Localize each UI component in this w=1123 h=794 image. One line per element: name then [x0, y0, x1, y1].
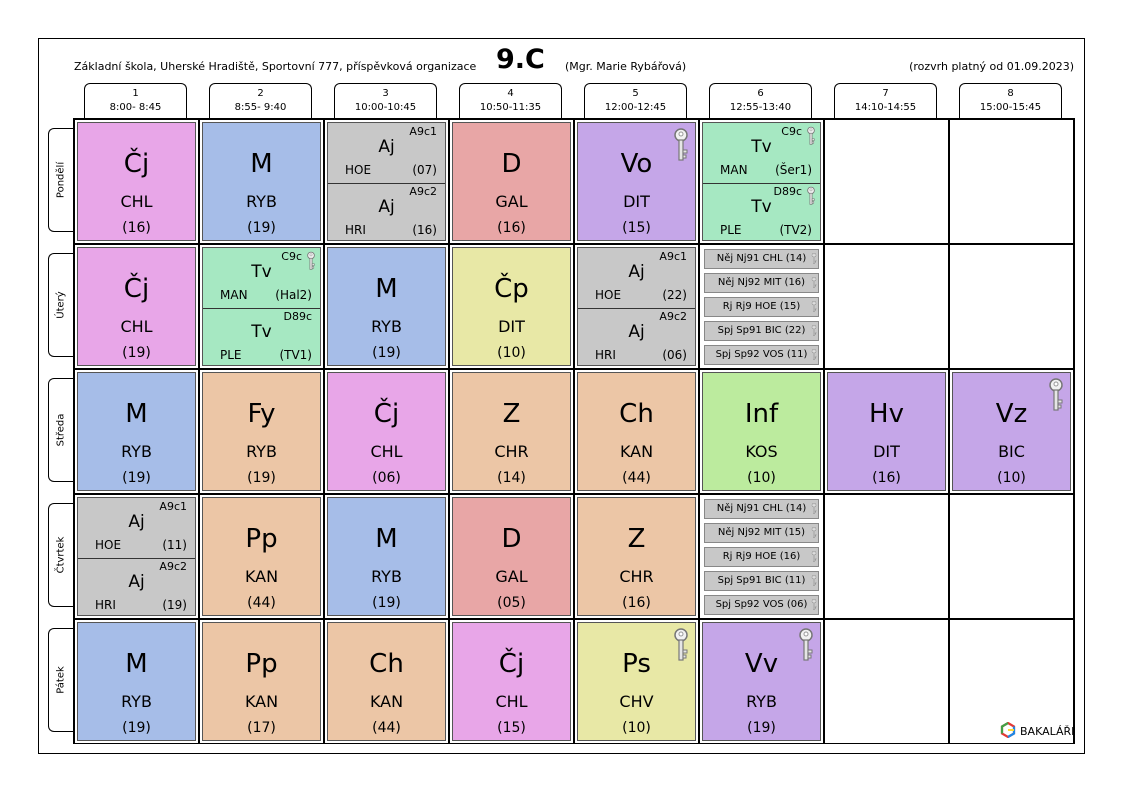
- lesson-room: (17): [247, 720, 276, 736]
- timetable-cell[interactable]: [324, 244, 449, 369]
- group-lesson[interactable]: [203, 308, 320, 368]
- lesson-card[interactable]: [202, 247, 321, 366]
- language-group-label: Rj Rj9 HOE (16): [722, 551, 801, 562]
- timetable-cell[interactable]: [699, 119, 824, 244]
- lesson-card[interactable]: [77, 122, 196, 241]
- lesson-card[interactable]: [77, 372, 196, 491]
- key-icon: [811, 275, 817, 290]
- lesson-subject: Aj: [628, 322, 645, 342]
- lesson-card[interactable]: [202, 622, 321, 741]
- language-group-label: Něj Nj92 MIT (16): [717, 277, 806, 288]
- lesson-subject: Tv: [251, 322, 272, 342]
- timetable-cell: [949, 119, 1074, 244]
- lesson-subject: M: [125, 399, 148, 429]
- lesson-card[interactable]: [577, 622, 696, 741]
- timetable-cell[interactable]: [324, 494, 449, 619]
- timetable-cell: [824, 494, 949, 619]
- lesson-subject: Čj: [498, 649, 525, 679]
- key-icon: [1047, 378, 1065, 412]
- lesson-subject: Inf: [744, 399, 779, 429]
- lesson-card[interactable]: [577, 372, 696, 491]
- lesson-subject: Čj: [123, 274, 150, 304]
- lesson-subject: Ps: [622, 649, 651, 679]
- period-header: [959, 83, 1062, 118]
- language-group-label: Něj Nj91 CHL (14): [716, 253, 807, 264]
- group-name: A9c2: [159, 560, 187, 573]
- lesson-card[interactable]: [452, 372, 571, 491]
- key-icon: [811, 347, 817, 362]
- period-header: [834, 83, 937, 118]
- day-header: [48, 253, 73, 357]
- timetable-cell[interactable]: [949, 369, 1074, 494]
- lesson-subject: M: [375, 524, 398, 554]
- lesson-room: (06): [372, 470, 401, 486]
- lesson-room: (14): [497, 470, 526, 486]
- timetable-cell[interactable]: [449, 244, 574, 369]
- lesson-teacher: RYB: [121, 692, 152, 711]
- timetable-cell[interactable]: [74, 369, 199, 494]
- lesson-room: (19): [162, 598, 187, 612]
- lesson-room: (19): [122, 345, 151, 361]
- lesson-card[interactable]: [577, 122, 696, 241]
- key-icon: [811, 501, 817, 516]
- lesson-teacher: RYB: [371, 317, 402, 336]
- lesson-room: (19): [247, 470, 276, 486]
- group-name: A9c2: [659, 310, 687, 323]
- lesson-card[interactable]: [577, 247, 696, 366]
- lesson-room: (TV2): [779, 223, 812, 237]
- key-icon: [811, 525, 817, 540]
- group-divider: [78, 558, 195, 559]
- group-name: A9c1: [409, 125, 437, 138]
- lesson-subject: Ch: [619, 399, 654, 429]
- timetable-cell[interactable]: [574, 619, 699, 744]
- language-group-label: Spj Sp91 BIC (22): [717, 325, 806, 336]
- language-group-item[interactable]: [704, 345, 819, 365]
- key-icon: [811, 549, 817, 564]
- timetable-cell: [824, 619, 949, 744]
- lesson-card[interactable]: [702, 372, 821, 491]
- timetable-cell[interactable]: [74, 119, 199, 244]
- lesson-subject: M: [125, 649, 148, 679]
- group-divider: [328, 183, 445, 184]
- lesson-room: (19): [247, 220, 276, 236]
- lesson-room: (11): [162, 538, 187, 552]
- timetable-cell[interactable]: [199, 494, 324, 619]
- lesson-subject: Aj: [378, 197, 395, 217]
- lesson-room: (10): [622, 720, 651, 736]
- period-header: [584, 83, 687, 118]
- lesson-room: (22): [662, 288, 687, 302]
- lesson-teacher: CHL: [495, 692, 528, 711]
- period-number: 3: [382, 88, 389, 99]
- lesson-card[interactable]: [202, 497, 321, 616]
- class-title: 9.C: [496, 44, 545, 75]
- lesson-room: (44): [372, 720, 401, 736]
- lesson-teacher: KOS: [745, 442, 778, 461]
- lesson-teacher: HRI: [595, 348, 616, 362]
- period-header: [709, 83, 812, 118]
- lesson-room: (19): [372, 595, 401, 611]
- day-label: Pátek: [55, 666, 67, 694]
- lesson-card[interactable]: [702, 122, 821, 241]
- language-group-item[interactable]: [704, 273, 819, 293]
- lesson-room: (15): [497, 720, 526, 736]
- lesson-subject: M: [375, 274, 398, 304]
- period-header: [209, 83, 312, 118]
- period-header: [84, 83, 187, 118]
- lesson-card[interactable]: [452, 122, 571, 241]
- lesson-subject: D: [501, 524, 522, 554]
- lesson-teacher: RYB: [371, 567, 402, 586]
- lesson-subject: Ch: [369, 649, 404, 679]
- timetable-cell[interactable]: [324, 119, 449, 244]
- lesson-subject: D: [501, 149, 522, 179]
- lesson-card[interactable]: [327, 497, 446, 616]
- lesson-teacher: RYB: [246, 442, 277, 461]
- lesson-card[interactable]: [452, 497, 571, 616]
- period-number: 1: [132, 88, 139, 99]
- lesson-card[interactable]: [702, 247, 821, 366]
- key-icon: [811, 299, 817, 314]
- timetable-grid: [73, 118, 1075, 744]
- lesson-subject: Aj: [628, 262, 645, 282]
- lesson-teacher: PLE: [220, 348, 242, 362]
- group-name: D89c: [773, 185, 802, 198]
- lesson-card[interactable]: [577, 497, 696, 616]
- period-header: [334, 83, 437, 118]
- lesson-room: (15): [622, 220, 651, 236]
- key-icon: [672, 628, 690, 662]
- key-icon: [672, 128, 690, 162]
- lesson-subject: Tv: [751, 197, 772, 217]
- lesson-teacher: HRI: [345, 223, 366, 237]
- timetable-cell[interactable]: [324, 369, 449, 494]
- bakalari-logo-icon: [1000, 722, 1016, 738]
- period-time: 12:00-12:45: [604, 102, 667, 113]
- lesson-teacher: CHL: [120, 192, 153, 211]
- period-number: 4: [507, 88, 514, 99]
- lesson-subject: Fy: [247, 399, 276, 429]
- timetable-cell: [824, 244, 949, 369]
- key-icon: [811, 597, 817, 612]
- period-time: 14:10-14:55: [854, 102, 917, 113]
- key-icon: [811, 573, 817, 588]
- lesson-teacher: CHR: [619, 567, 654, 586]
- period-time: 12:55-13:40: [729, 102, 792, 113]
- timetable-cell[interactable]: [199, 119, 324, 244]
- language-group-item[interactable]: [704, 249, 819, 269]
- timetable-cell[interactable]: [199, 619, 324, 744]
- lesson-card[interactable]: [77, 497, 196, 616]
- group-lesson[interactable]: [78, 498, 195, 558]
- key-icon: [811, 323, 817, 338]
- lesson-subject: Tv: [251, 262, 272, 282]
- lesson-card[interactable]: [702, 622, 821, 741]
- lesson-teacher: CHR: [494, 442, 529, 461]
- lesson-room: (16): [122, 220, 151, 236]
- lesson-subject: Z: [502, 399, 521, 429]
- lesson-subject: Čj: [123, 149, 150, 179]
- lesson-subject: Pp: [245, 524, 278, 554]
- language-group-item[interactable]: [704, 523, 819, 543]
- lesson-teacher: CHV: [619, 692, 654, 711]
- lesson-room: (16): [497, 220, 526, 236]
- lesson-card[interactable]: [327, 372, 446, 491]
- lesson-card[interactable]: [452, 622, 571, 741]
- language-group-item[interactable]: [704, 547, 819, 567]
- lesson-teacher: RYB: [746, 692, 777, 711]
- timetable-cell[interactable]: [449, 369, 574, 494]
- group-divider: [203, 308, 320, 309]
- key-icon: [811, 251, 817, 266]
- lesson-room: (10): [747, 470, 776, 486]
- day-header: [48, 503, 73, 607]
- period-header: [459, 83, 562, 118]
- lesson-card[interactable]: [327, 622, 446, 741]
- lesson-subject: Pp: [245, 649, 278, 679]
- group-name: A9c2: [409, 185, 437, 198]
- period-time: 8:00- 8:45: [109, 102, 162, 113]
- timetable-cell[interactable]: [699, 619, 824, 744]
- timetable-cell[interactable]: [74, 244, 199, 369]
- lesson-teacher: GAL: [495, 567, 528, 586]
- timetable-cell[interactable]: [699, 369, 824, 494]
- period-number: 8: [1007, 88, 1014, 99]
- language-group-item[interactable]: [704, 595, 819, 615]
- timetable-cell[interactable]: [574, 119, 699, 244]
- lesson-teacher: DIT: [623, 192, 650, 211]
- brand-name: BAKALÁŘI: [1020, 725, 1075, 738]
- lesson-room: (TV1): [279, 348, 312, 362]
- lesson-card[interactable]: [327, 122, 446, 241]
- timetable-cell: [824, 119, 949, 244]
- lesson-room: (Šer1): [775, 163, 812, 177]
- lesson-teacher: HRI: [95, 598, 116, 612]
- timetable-cell[interactable]: [74, 494, 199, 619]
- group-name: C9c: [781, 125, 802, 138]
- lesson-teacher: KAN: [369, 692, 404, 711]
- day-header: [48, 378, 73, 482]
- lesson-subject: M: [250, 149, 273, 179]
- group-lesson[interactable]: [703, 123, 820, 183]
- language-group-label: Něj Nj91 CHL (14): [716, 503, 807, 514]
- timetable-cell[interactable]: [699, 244, 824, 369]
- lesson-room: (16): [622, 595, 651, 611]
- lesson-teacher: HOE: [95, 538, 122, 552]
- group-divider: [578, 308, 695, 309]
- day-label: Středa: [55, 413, 67, 447]
- timetable-cell[interactable]: [74, 619, 199, 744]
- lesson-teacher: PLE: [720, 223, 742, 237]
- timetable-cell[interactable]: [699, 494, 824, 619]
- lesson-teacher: KAN: [244, 567, 279, 586]
- lesson-room: (07): [412, 163, 437, 177]
- lesson-card[interactable]: [77, 247, 196, 366]
- lesson-teacher: RYB: [121, 442, 152, 461]
- lesson-card[interactable]: [77, 622, 196, 741]
- lesson-teacher: MAN: [220, 288, 248, 302]
- lesson-card[interactable]: [702, 497, 821, 616]
- lesson-teacher: GAL: [495, 192, 528, 211]
- group-lesson[interactable]: [578, 248, 695, 308]
- lesson-room: (10): [497, 345, 526, 361]
- lesson-room: (16): [412, 223, 437, 237]
- lesson-room: (19): [122, 720, 151, 736]
- period-number: 6: [757, 88, 764, 99]
- group-name: D89c: [283, 310, 312, 323]
- group-lesson[interactable]: [578, 308, 695, 368]
- lesson-room: (10): [997, 470, 1026, 486]
- timetable-cell: [949, 494, 1074, 619]
- lesson-teacher: CHL: [370, 442, 403, 461]
- lesson-teacher: HOE: [595, 288, 622, 302]
- language-group-label: Spj Sp92 VOS (11): [715, 349, 808, 360]
- lesson-teacher: RYB: [246, 192, 277, 211]
- language-group-label: Spj Sp91 BIC (11): [717, 575, 806, 586]
- group-name: A9c1: [159, 500, 187, 513]
- timetable-cell[interactable]: [574, 494, 699, 619]
- timetable-cell[interactable]: [324, 619, 449, 744]
- language-group-label: Rj Rj9 HOE (15): [722, 301, 801, 312]
- lesson-card[interactable]: [202, 122, 321, 241]
- lesson-room: (44): [247, 595, 276, 611]
- language-group-item[interactable]: [704, 321, 819, 341]
- lesson-card[interactable]: [452, 247, 571, 366]
- period-time: 15:00-15:45: [979, 102, 1042, 113]
- timetable-cell[interactable]: [574, 244, 699, 369]
- lesson-room: (19): [372, 345, 401, 361]
- timetable-cell[interactable]: [574, 369, 699, 494]
- language-group-item[interactable]: [704, 499, 819, 519]
- key-icon: [797, 628, 815, 662]
- period-number: 7: [882, 88, 889, 99]
- lesson-room: (16): [872, 470, 901, 486]
- lesson-subject: Čj: [373, 399, 400, 429]
- timetable-cell: [949, 244, 1074, 369]
- timetable-cell[interactable]: [449, 619, 574, 744]
- period-number: 5: [632, 88, 639, 99]
- lesson-room: (05): [497, 595, 526, 611]
- timetable-cell[interactable]: [199, 244, 324, 369]
- group-name: A9c1: [659, 250, 687, 263]
- lesson-subject: Čp: [494, 274, 529, 304]
- day-label: Úterý: [55, 291, 67, 319]
- lesson-teacher: KAN: [619, 442, 654, 461]
- lesson-subject: Vz: [995, 399, 1028, 429]
- day-label: Pondělí: [55, 161, 67, 199]
- group-lesson[interactable]: [703, 183, 820, 243]
- lesson-subject: Aj: [128, 512, 145, 532]
- timetable-cell[interactable]: [449, 494, 574, 619]
- lesson-subject: Vv: [744, 649, 779, 679]
- lesson-subject: Hv: [869, 399, 904, 429]
- lesson-teacher: DIT: [873, 442, 900, 461]
- day-header: [48, 628, 73, 732]
- period-time: 10:50-11:35: [479, 102, 542, 113]
- group-lesson[interactable]: [328, 183, 445, 243]
- lesson-subject: Aj: [128, 572, 145, 592]
- lesson-room: (Hal2): [275, 288, 312, 302]
- language-group-item[interactable]: [704, 297, 819, 317]
- period-number: 2: [257, 88, 264, 99]
- lesson-room: (19): [747, 720, 776, 736]
- lesson-teacher: HOE: [345, 163, 372, 177]
- group-lesson[interactable]: [203, 248, 320, 308]
- lesson-card[interactable]: [952, 372, 1071, 491]
- lesson-room: (06): [662, 348, 687, 362]
- lesson-card[interactable]: [827, 372, 946, 491]
- school-name: Základní škola, Uherské Hradiště, Sportovní 777, příspěvková organizace: [74, 60, 477, 73]
- day-label: Čtvrtek: [55, 536, 67, 574]
- valid-from: (rozvrh platný od 01.09.2023): [909, 60, 1074, 73]
- lesson-teacher: KAN: [244, 692, 279, 711]
- lesson-subject: Aj: [378, 137, 395, 157]
- lesson-teacher: DIT: [498, 317, 525, 336]
- language-group-item[interactable]: [704, 571, 819, 591]
- day-header: [48, 128, 73, 232]
- language-group-label: Něj Nj92 MIT (15): [717, 527, 806, 538]
- lesson-teacher: CHL: [120, 317, 153, 336]
- lesson-teacher: BIC: [998, 442, 1025, 461]
- lesson-card[interactable]: [202, 372, 321, 491]
- lesson-room: (19): [122, 470, 151, 486]
- lesson-subject: Tv: [751, 137, 772, 157]
- group-divider: [703, 183, 820, 184]
- lesson-teacher: MAN: [720, 163, 748, 177]
- lesson-room: (44): [622, 470, 651, 486]
- timetable-cell[interactable]: [199, 369, 324, 494]
- period-time: 10:00-10:45: [354, 102, 417, 113]
- language-group-label: Spj Sp92 VOS (06): [715, 599, 808, 610]
- group-name: C9c: [281, 250, 302, 263]
- lesson-card[interactable]: [327, 247, 446, 366]
- class-teacher: (Mgr. Marie Rybářová): [565, 60, 687, 73]
- period-time: 8:55- 9:40: [234, 102, 287, 113]
- lesson-subject: Vo: [620, 149, 653, 179]
- timetable-cell[interactable]: [824, 369, 949, 494]
- group-lesson[interactable]: [78, 558, 195, 618]
- lesson-subject: Z: [627, 524, 646, 554]
- timetable-cell[interactable]: [449, 119, 574, 244]
- group-lesson[interactable]: [328, 123, 445, 183]
